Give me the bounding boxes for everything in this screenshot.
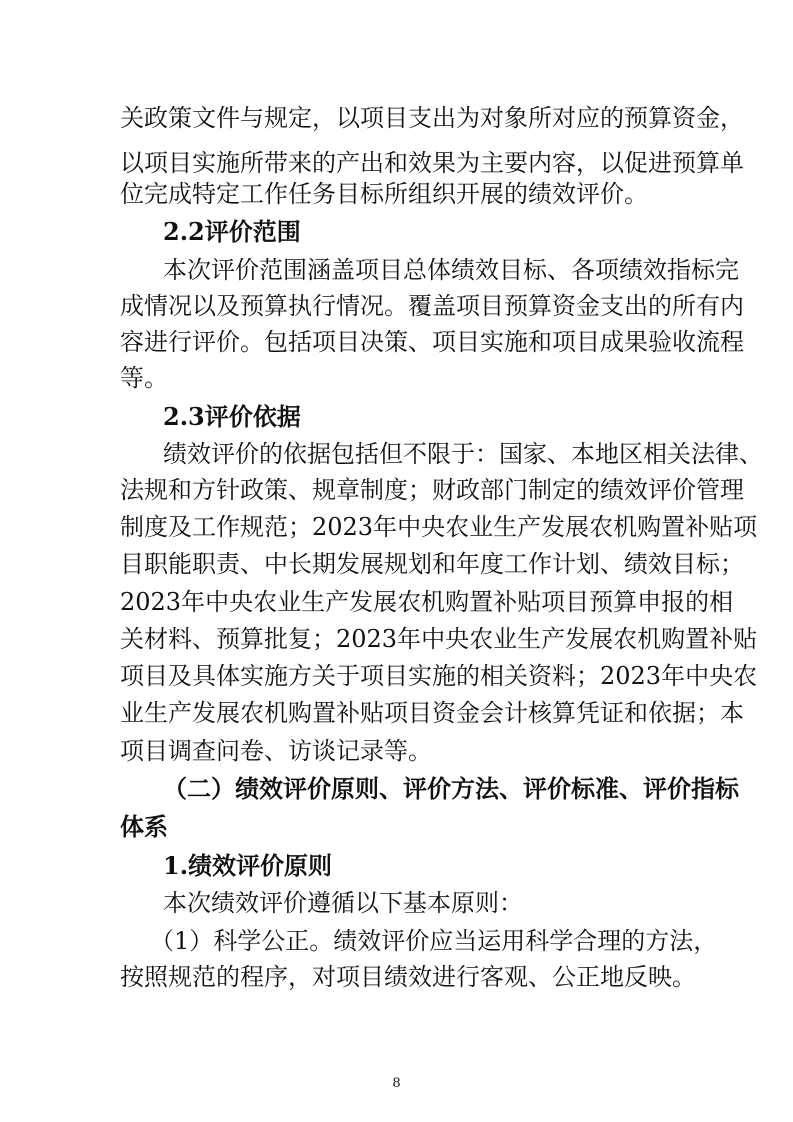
paragraph-line: 成情况以及预算执行情况。覆盖项目预算资金支出的所有内 [120, 292, 744, 320]
section-heading-1: 1.绩效评价原则 [163, 851, 333, 880]
paragraph-line: 以项目实施所带来的产出和效果为主要内容，以促进预算单 [120, 149, 744, 177]
paragraph-line: 容进行评价。包括项目决策、项目实施和项目成果验收流程 [120, 328, 744, 356]
paragraph-line: 关材料、预算批复；2023年中央农业生产发展农机购置补贴 [120, 625, 758, 653]
paragraph-line: 法规和方针政策、规章制度；财政部门制定的绩效评价管理 [120, 476, 744, 504]
paragraph-line: 关政策文件与规定，以项目支出为对象所对应的预算资金， [120, 104, 744, 132]
section-heading-2-3: 2.3评价依据 [163, 402, 301, 431]
paragraph-line: 本次绩效评价遵循以下基本原则： [163, 889, 523, 917]
page-number: 8 [392, 1076, 401, 1091]
paragraph-line: 按照规范的程序，对项目绩效进行客观、公正地反映。 [120, 963, 696, 991]
paragraph-line: 绩效评价的依据包括但不限于：国家、本地区相关法律、 [163, 440, 763, 468]
paragraph-line: 2023年中央农业生产发展农机购置补贴项目预算申报的相 [120, 588, 734, 616]
paragraph-line: 位完成特定工作任务目标所组织开展的绩效评价。 [120, 180, 648, 208]
paragraph-line: 项目及具体实施方关于项目实施的相关资料；2023年中央农 [120, 662, 758, 690]
paragraph-line: 制度及工作规范；2023年中央农业生产发展农机购置补贴项 [120, 513, 758, 541]
section-heading-two-cont: 体系 [120, 812, 168, 841]
section-heading-two: （二）绩效评价原则、评价方法、评价标准、评价指标 [163, 774, 739, 803]
paragraph-line: 业生产发展农机购置补贴项目资金会计核算凭证和依据；本 [120, 699, 744, 727]
paragraph-line: （1）科学公正。绩效评价应当运用科学合理的方法， [150, 927, 718, 955]
paragraph-line: 项目调查问卷、访谈记录等。 [120, 737, 432, 765]
paragraph-line: 本次评价范围涵盖项目总体绩效目标、各项绩效指标完 [163, 256, 739, 284]
paragraph-line: 目职能职责、中长期发展规划和年度工作计划、绩效目标； [120, 550, 744, 578]
paragraph-line: 等。 [120, 364, 168, 392]
section-heading-2-2: 2.2评价范围 [163, 217, 301, 246]
